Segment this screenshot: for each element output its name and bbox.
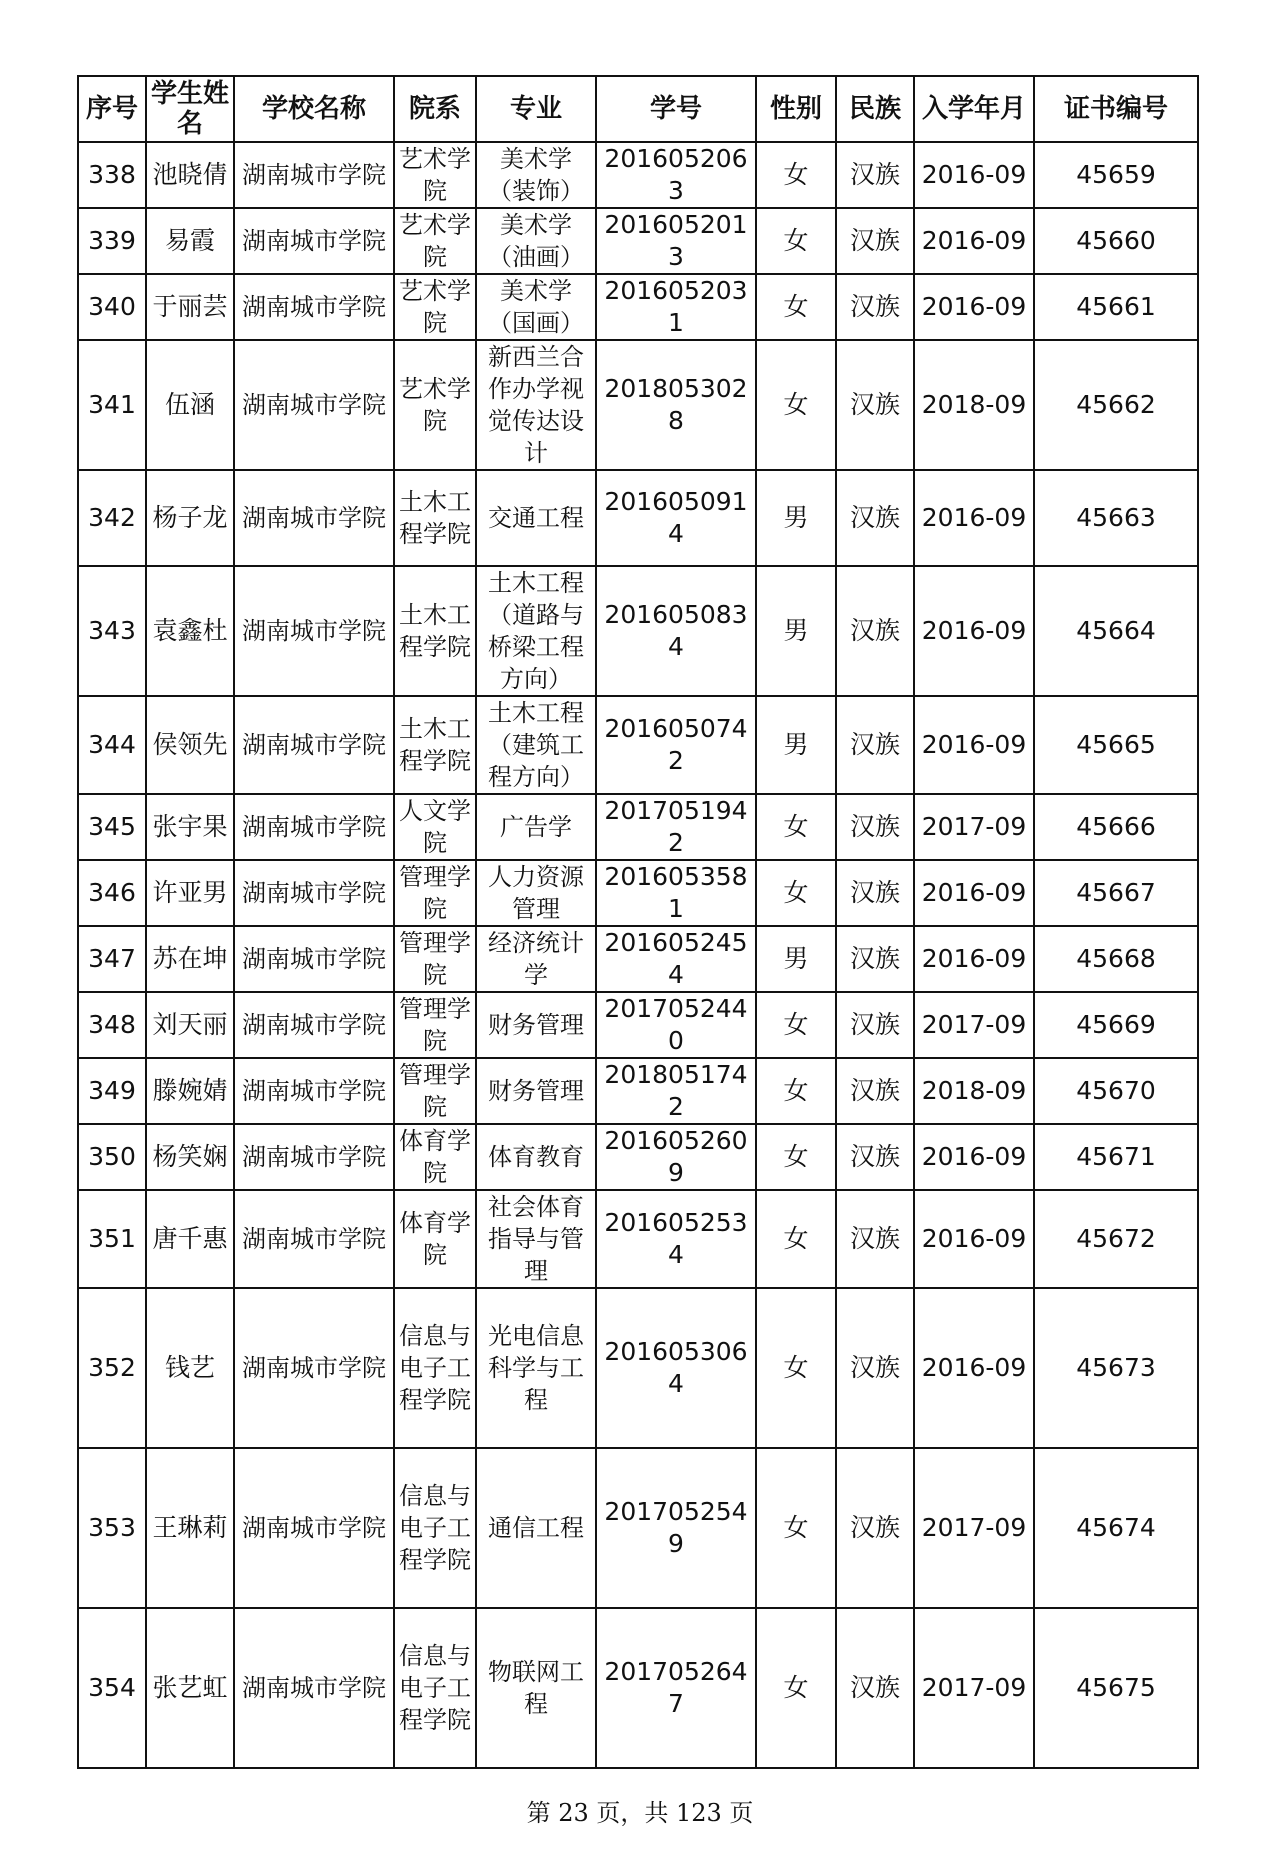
cell-dept: 信息与电子工程学院: [394, 1608, 476, 1768]
cell-ethnic: 汉族: [836, 1124, 914, 1190]
cell-id: 2018053028: [596, 340, 756, 470]
cell-major: 交通工程: [476, 470, 596, 566]
cell-no: 338: [78, 142, 146, 208]
cell-no: 339: [78, 208, 146, 274]
cell-ethnic: 汉族: [836, 1058, 914, 1124]
cell-gender: 女: [756, 1124, 836, 1190]
table-row: [78, 340, 1198, 470]
cell-school: 湖南城市学院: [234, 1124, 394, 1190]
table-row: [78, 142, 1198, 208]
cell-no: 346: [78, 860, 146, 926]
table-row: [78, 860, 1198, 926]
cell-cert: 45665: [1034, 696, 1198, 794]
cell-dept: 体育学院: [394, 1124, 476, 1190]
table-row: [78, 696, 1198, 794]
cell-id: 2016053064: [596, 1288, 756, 1448]
cell-gender: 男: [756, 696, 836, 794]
cell-id: 2018051742: [596, 1058, 756, 1124]
cell-enroll: 2016-09: [914, 1288, 1034, 1448]
cell-school: 湖南城市学院: [234, 926, 394, 992]
header-cell: 院系: [394, 76, 476, 142]
cell-cert: 45674: [1034, 1448, 1198, 1608]
cell-name: 袁鑫杜: [146, 566, 234, 696]
cell-enroll: 2016-09: [914, 566, 1034, 696]
cell-enroll: 2016-09: [914, 926, 1034, 992]
cell-cert: 45669: [1034, 992, 1198, 1058]
cell-enroll: 2016-09: [914, 696, 1034, 794]
table-row: [78, 1608, 1198, 1768]
cell-major: 美术学（油画）: [476, 208, 596, 274]
cell-dept: 信息与电子工程学院: [394, 1448, 476, 1608]
cell-enroll: 2016-09: [914, 860, 1034, 926]
table-row: [78, 1058, 1198, 1124]
cell-id: 2016052031: [596, 274, 756, 340]
cell-name: 张宇果: [146, 794, 234, 860]
cell-major: 物联网工程: [476, 1608, 596, 1768]
cell-enroll: 2018-09: [914, 1058, 1034, 1124]
cell-gender: 女: [756, 794, 836, 860]
table-row: [78, 274, 1198, 340]
cell-dept: 艺术学院: [394, 208, 476, 274]
cell-major: 经济统计学: [476, 926, 596, 992]
cell-ethnic: 汉族: [836, 142, 914, 208]
header-cell: 序号: [78, 76, 146, 142]
cell-ethnic: 汉族: [836, 1608, 914, 1768]
table-header-row: [78, 76, 1198, 142]
cell-ethnic: 汉族: [836, 860, 914, 926]
cell-cert: 45666: [1034, 794, 1198, 860]
cell-name: 池晓倩: [146, 142, 234, 208]
table-row: [78, 926, 1198, 992]
cell-school: 湖南城市学院: [234, 1288, 394, 1448]
cell-gender: 男: [756, 926, 836, 992]
table-body: [78, 142, 1198, 1768]
cell-no: 345: [78, 794, 146, 860]
student-roster-table: [77, 75, 1199, 1769]
cell-gender: 女: [756, 1190, 836, 1288]
cell-id: 2016052063: [596, 142, 756, 208]
cell-name: 伍涵: [146, 340, 234, 470]
table-row: [78, 208, 1198, 274]
table-row: [78, 794, 1198, 860]
cell-name: 杨笑娴: [146, 1124, 234, 1190]
header-cell: 民族: [836, 76, 914, 142]
cell-gender: 女: [756, 208, 836, 274]
cell-major: 财务管理: [476, 992, 596, 1058]
cell-no: 354: [78, 1608, 146, 1768]
cell-id: 2016050742: [596, 696, 756, 794]
cell-name: 张艺虹: [146, 1608, 234, 1768]
cell-major: 社会体育指导与管理: [476, 1190, 596, 1288]
cell-gender: 女: [756, 992, 836, 1058]
cell-gender: 女: [756, 860, 836, 926]
cell-dept: 体育学院: [394, 1190, 476, 1288]
cell-cert: 45659: [1034, 142, 1198, 208]
cell-id: 2016052454: [596, 926, 756, 992]
cell-name: 易霞: [146, 208, 234, 274]
cell-dept: 艺术学院: [394, 142, 476, 208]
cell-major: 土木工程（建筑工程方向）: [476, 696, 596, 794]
cell-major: 美术学（装饰）: [476, 142, 596, 208]
header-cell: 性别: [756, 76, 836, 142]
cell-ethnic: 汉族: [836, 274, 914, 340]
table-row: [78, 1288, 1198, 1448]
cell-enroll: 2017-09: [914, 1448, 1034, 1608]
cell-ethnic: 汉族: [836, 470, 914, 566]
table-row: [78, 1448, 1198, 1608]
cell-cert: 45668: [1034, 926, 1198, 992]
cell-school: 湖南城市学院: [234, 274, 394, 340]
cell-ethnic: 汉族: [836, 926, 914, 992]
cell-gender: 女: [756, 1448, 836, 1608]
cell-id: 2016052609: [596, 1124, 756, 1190]
cell-major: 广告学: [476, 794, 596, 860]
cell-name: 苏在坤: [146, 926, 234, 992]
cell-enroll: 2017-09: [914, 992, 1034, 1058]
cell-id: 2017051942: [596, 794, 756, 860]
cell-dept: 管理学院: [394, 1058, 476, 1124]
header-cell: 专业: [476, 76, 596, 142]
cell-cert: 45673: [1034, 1288, 1198, 1448]
cell-dept: 管理学院: [394, 860, 476, 926]
cell-school: 湖南城市学院: [234, 208, 394, 274]
cell-major: 财务管理: [476, 1058, 596, 1124]
cell-cert: 45671: [1034, 1124, 1198, 1190]
cell-name: 杨子龙: [146, 470, 234, 566]
cell-no: 344: [78, 696, 146, 794]
cell-school: 湖南城市学院: [234, 470, 394, 566]
header-cell: 学生姓名: [146, 76, 234, 142]
header-cell: 证书编号: [1034, 76, 1198, 142]
cell-no: 350: [78, 1124, 146, 1190]
cell-name: 滕婉婧: [146, 1058, 234, 1124]
cell-id: 2016050834: [596, 566, 756, 696]
cell-enroll: 2018-09: [914, 340, 1034, 470]
cell-no: 351: [78, 1190, 146, 1288]
cell-dept: 管理学院: [394, 926, 476, 992]
cell-id: 2017052440: [596, 992, 756, 1058]
cell-gender: 男: [756, 470, 836, 566]
table-row: [78, 1190, 1198, 1288]
cell-dept: 土木工程学院: [394, 566, 476, 696]
cell-cert: 45672: [1034, 1190, 1198, 1288]
cell-id: 2016052013: [596, 208, 756, 274]
header-cell: 入学年月: [914, 76, 1034, 142]
cell-school: 湖南城市学院: [234, 860, 394, 926]
cell-gender: 男: [756, 566, 836, 696]
cell-gender: 女: [756, 1058, 836, 1124]
cell-no: 343: [78, 566, 146, 696]
cell-id: 2017052647: [596, 1608, 756, 1768]
cell-dept: 土木工程学院: [394, 696, 476, 794]
cell-enroll: 2017-09: [914, 794, 1034, 860]
cell-ethnic: 汉族: [836, 696, 914, 794]
table-row: [78, 566, 1198, 696]
cell-school: 湖南城市学院: [234, 794, 394, 860]
cell-ethnic: 汉族: [836, 1190, 914, 1288]
table-row: [78, 1124, 1198, 1190]
cell-major: 通信工程: [476, 1448, 596, 1608]
cell-cert: 45675: [1034, 1608, 1198, 1768]
cell-id: 2016052534: [596, 1190, 756, 1288]
cell-no: 342: [78, 470, 146, 566]
cell-name: 侯领先: [146, 696, 234, 794]
cell-no: 348: [78, 992, 146, 1058]
cell-ethnic: 汉族: [836, 340, 914, 470]
cell-name: 刘天丽: [146, 992, 234, 1058]
cell-name: 钱艺: [146, 1288, 234, 1448]
cell-gender: 女: [756, 274, 836, 340]
cell-cert: 45662: [1034, 340, 1198, 470]
cell-cert: 45663: [1034, 470, 1198, 566]
cell-dept: 人文学院: [394, 794, 476, 860]
cell-id: 2017052549: [596, 1448, 756, 1608]
cell-dept: 管理学院: [394, 992, 476, 1058]
cell-enroll: 2016-09: [914, 470, 1034, 566]
cell-no: 341: [78, 340, 146, 470]
cell-no: 352: [78, 1288, 146, 1448]
cell-enroll: 2016-09: [914, 274, 1034, 340]
cell-id: 2016053581: [596, 860, 756, 926]
cell-school: 湖南城市学院: [234, 992, 394, 1058]
cell-gender: 女: [756, 340, 836, 470]
page-footer: 第 23 页，共 123 页: [526, 1799, 754, 1827]
cell-name: 于丽芸: [146, 274, 234, 340]
cell-ethnic: 汉族: [836, 208, 914, 274]
table-row: [78, 470, 1198, 566]
cell-school: 湖南城市学院: [234, 566, 394, 696]
cell-dept: 艺术学院: [394, 340, 476, 470]
cell-id: 2016050914: [596, 470, 756, 566]
cell-dept: 信息与电子工程学院: [394, 1288, 476, 1448]
cell-school: 湖南城市学院: [234, 696, 394, 794]
cell-major: 人力资源管理: [476, 860, 596, 926]
cell-enroll: 2016-09: [914, 1124, 1034, 1190]
cell-major: 美术学（国画）: [476, 274, 596, 340]
cell-enroll: 2016-09: [914, 142, 1034, 208]
cell-ethnic: 汉族: [836, 566, 914, 696]
table-row: [78, 992, 1198, 1058]
cell-major: 体育教育: [476, 1124, 596, 1190]
cell-major: 光电信息科学与工程: [476, 1288, 596, 1448]
cell-gender: 女: [756, 1608, 836, 1768]
header-cell: 学校名称: [234, 76, 394, 142]
cell-ethnic: 汉族: [836, 992, 914, 1058]
cell-cert: 45664: [1034, 566, 1198, 696]
cell-no: 353: [78, 1448, 146, 1608]
cell-ethnic: 汉族: [836, 1288, 914, 1448]
cell-school: 湖南城市学院: [234, 1608, 394, 1768]
cell-name: 唐千惠: [146, 1190, 234, 1288]
cell-cert: 45667: [1034, 860, 1198, 926]
cell-no: 349: [78, 1058, 146, 1124]
cell-school: 湖南城市学院: [234, 1448, 394, 1608]
cell-no: 347: [78, 926, 146, 992]
cell-no: 340: [78, 274, 146, 340]
cell-gender: 女: [756, 142, 836, 208]
cell-ethnic: 汉族: [836, 794, 914, 860]
cell-dept: 艺术学院: [394, 274, 476, 340]
cell-cert: 45670: [1034, 1058, 1198, 1124]
cell-cert: 45660: [1034, 208, 1198, 274]
cell-cert: 45661: [1034, 274, 1198, 340]
header-cell: 学号: [596, 76, 756, 142]
cell-dept: 土木工程学院: [394, 470, 476, 566]
cell-school: 湖南城市学院: [234, 1190, 394, 1288]
cell-major: 新西兰合作办学视觉传达设计: [476, 340, 596, 470]
cell-school: 湖南城市学院: [234, 1058, 394, 1124]
cell-gender: 女: [756, 1288, 836, 1448]
cell-name: 许亚男: [146, 860, 234, 926]
cell-enroll: 2016-09: [914, 1190, 1034, 1288]
cell-school: 湖南城市学院: [234, 142, 394, 208]
cell-name: 王琳莉: [146, 1448, 234, 1608]
cell-enroll: 2016-09: [914, 208, 1034, 274]
cell-school: 湖南城市学院: [234, 340, 394, 470]
cell-enroll: 2017-09: [914, 1608, 1034, 1768]
cell-ethnic: 汉族: [836, 1448, 914, 1608]
cell-major: 土木工程（道路与桥梁工程方向）: [476, 566, 596, 696]
